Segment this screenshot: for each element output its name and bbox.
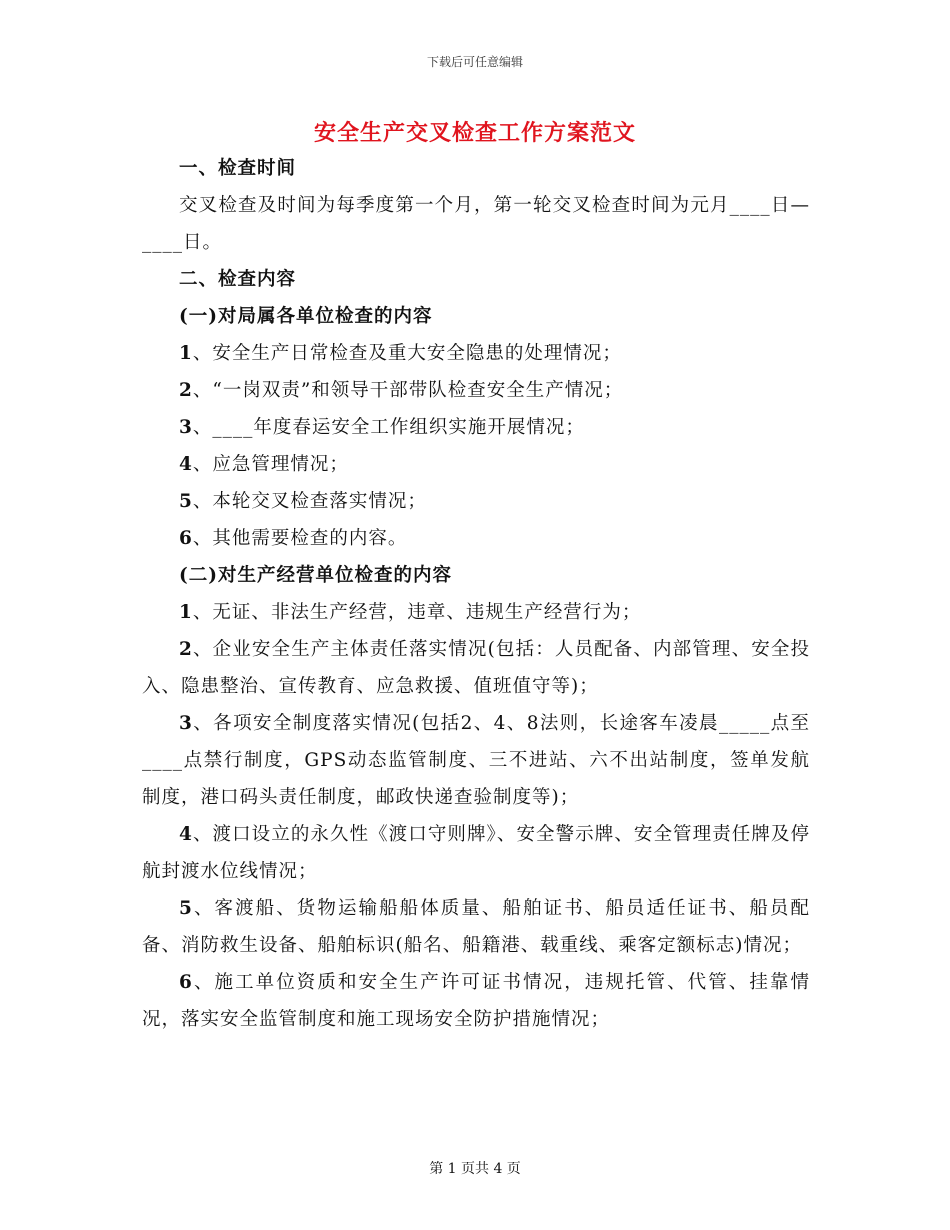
paragraph-text: 二、检查内容 (179, 269, 297, 290)
paragraph-text: 、无证、非法生产经营，违章、违规生产经营行为； (192, 602, 642, 623)
paragraph-text: 、“一岗双责”和领导干部带队检查安全生产情况； (192, 380, 624, 401)
item-number: 6 (179, 528, 193, 549)
body-paragraph (142, 964, 810, 1038)
body-paragraph (142, 816, 810, 890)
item-number: 1 (179, 343, 193, 364)
page-header-note: 下载后可任意编辑 (426, 55, 523, 69)
paragraph-text: 、应急管理情况； (192, 454, 349, 475)
paragraph-text: 、客渡船、货物运输船船体质量、船舶证书、船员适任证书、船员配备、消防救生设备、船舶标识(船名、船籍港、载重线、乘客定额标志)情况； (142, 898, 810, 956)
item-number: 3 (179, 417, 193, 438)
paragraph-text: (一)对局属各单位检查的内容 (179, 306, 433, 327)
page-footer: 第 1 页共 4 页 (429, 1161, 521, 1177)
paragraph-text: 、____年度春运安全工作组织实施开展情况； (192, 417, 585, 438)
item-number: 6 (179, 972, 193, 993)
item-number: 4 (179, 454, 193, 475)
item-number: 1 (179, 602, 193, 623)
body-paragraph (142, 446, 810, 483)
body-paragraph (142, 409, 810, 446)
section-heading (142, 557, 810, 594)
document-body (142, 150, 810, 1038)
body-paragraph (142, 520, 810, 557)
paragraph-text: 一、检查时间 (179, 158, 297, 179)
document-title: 安全生产交叉检查工作方案范文 (313, 120, 636, 146)
body-paragraph (142, 705, 810, 816)
paragraph-text: 、各项安全制度落实情况(包括2、4、8法则，长途客车凌晨_____点至____点禁行制度，GPS动态监管制度、三不进站、六不出站制度，签单发航制度，港口码头责任制度，邮政快递查验制度等)； (142, 713, 810, 808)
paragraph-text: 、渡口设立的永久性《渡口守则牌》、安全警示牌、安全管理责任牌及停航封渡水位线情况； (142, 824, 810, 882)
item-number: 5 (179, 491, 193, 512)
paragraph-text: 交叉检查及时间为每季度第一个月，第一轮交叉检查时间为元月____日—____日。 (142, 195, 810, 253)
section-heading (142, 150, 810, 187)
body-paragraph (142, 187, 810, 261)
body-paragraph (142, 594, 810, 631)
paragraph-text: 、安全生产日常检查及重大安全隐患的处理情况； (192, 343, 622, 364)
item-number: 2 (179, 639, 193, 660)
body-paragraph (142, 631, 810, 705)
paragraph-text: 、其他需要检查的内容。 (192, 528, 408, 549)
body-paragraph (142, 890, 810, 964)
item-number: 3 (179, 713, 193, 734)
paragraph-text: 、本轮交叉检查落实情况； (192, 491, 427, 512)
paragraph-text: 、企业安全生产主体责任落实情况(包括：人员配备、内部管理、安全投入、隐患整治、宣传教育、应急救援、值班值守等)； (142, 639, 810, 697)
item-number: 2 (179, 380, 193, 401)
item-number: 4 (179, 824, 193, 845)
body-paragraph (142, 372, 810, 409)
body-paragraph (142, 483, 810, 520)
paragraph-text: (二)对生产经营单位检查的内容 (179, 565, 453, 586)
item-number: 5 (179, 898, 193, 919)
paragraph-text: 、施工单位资质和安全生产许可证书情况，违规托管、代管、挂靠情况，落实安全监管制度和施工现场安全防护措施情况； (142, 972, 810, 1030)
body-paragraph (142, 335, 810, 372)
section-heading (142, 298, 810, 335)
section-heading (142, 261, 810, 298)
